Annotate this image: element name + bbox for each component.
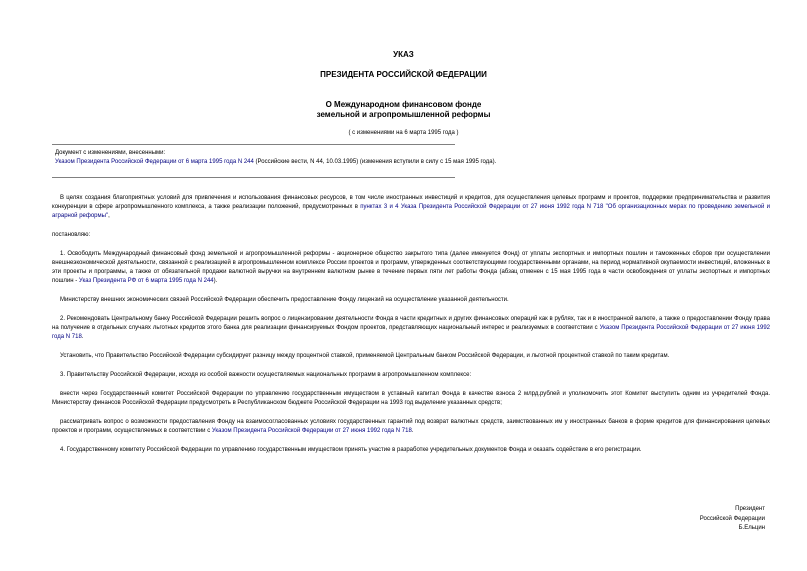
subject-line-1: О Международном финансовом фонде [325, 100, 482, 109]
signature-country: Российской Федерации [699, 515, 765, 522]
issuer-title: ПРЕЗИДЕНТА РОССИЙСКОЙ ФЕДЕРАЦИИ [320, 70, 487, 79]
paragraph-item-3: 3. Правительству Российской Федерации, исходя из особой важности осуществляемых национальных программ в агропромышленном комплексе: [60, 372, 472, 378]
signature-name: Б.Ельцин [738, 525, 765, 531]
amendment-decree-link[interactable]: Указом Президента Российской Федерации от 6 марта 1995 года N 244 [55, 159, 254, 165]
paragraph-subsidy: Установить, что Правительство Российской Федерации субсидирует разницу между процентной ставкой, применяемой Центральным банком Российской Федерации, и льготной процентной ставкой по таким кредитам. [60, 353, 670, 359]
paragraph-resolve: постановляю: [52, 232, 91, 238]
paragraph-item-2: 2. Рекомендовать Центральному банку Российской Федерации решить вопрос о лицензировании деятельности Фонда в части кредитных и других финансовых операций как в рублях, так и в иностранной валюте, а также о предоставлении Фонду права на получение в отдельных случаях льготных кредитов этого банка для реализации финансируемых Фондом проектов, представляющих национальный интерес и реализуемых в соответствии с Указом Президента Российской Федерации от 27 июня 1992 года N 718. [52, 316, 770, 340]
amendment-info [55, 149, 775, 167]
paragraph-guarantees: рассматривать вопрос о возможности предоставления Фонду на взаимосогласованных условиях государственных гарантий под возврат валютных средств, заимствованных им у иностранных банков в форме кредитов для финансирования целевых проектов и программ, осуществляемых в соответствии с Указом Президента Российской Федерации от 27 июня 1992 года N 718. [52, 419, 770, 434]
decree-718-link-2[interactable]: Указом Президента Российской Федерации от 27 июня 1992 года N 718 [211, 428, 412, 434]
paragraph-preamble: В целях создания благоприятных условий для привлечения и использования финансовых ресурсов, в том числе иностранных инвестиций и кредитов, для осуществления целевых программ и проектов, поддержки предпринимательства и развития конкуренции в сфере агропромышленного комплекса, а также реализации положений, предусмотренных в пунктах 3 и 4 Указа Президента Российской Федерации от 27 июня 1992 года N 718 "Об организационных мерах по проведению земельной и аграрной реформы", [52, 195, 770, 219]
amendment-lead: Документ с изменениями, внесенными: [55, 150, 166, 156]
signature-block [700, 505, 765, 534]
decree-244-link[interactable]: Указ Президента РФ от 6 марта 1995 года N 244 [78, 278, 214, 284]
subject-line-2: земельной и агропромышленной реформы [316, 110, 491, 119]
decree-718-link-1[interactable]: Указом Президента Российской Федерации от 27 июня 1992 года N 718 [52, 325, 770, 340]
decree-body [52, 194, 770, 465]
paragraph-licenses: Министерству внешних экономических связей Российской Федерации обеспечить предоставление Фонду лицензий на осуществление указанной деятельности. [60, 297, 509, 303]
amendment-source: (Российские вести, N 44, 10.03.1995) (изменения вступили в силу с 15 мая 1995 года). [253, 159, 497, 165]
amendment-note: ( с изменениями на 6 марта 1995 года ) [348, 130, 459, 136]
subject-title [0, 100, 807, 120]
paragraph-item-4: 4. Государственному комитету Российской Федерации по управлению государственным имуществом принять участие в разработке учредительных документов Фонда и оказать содействие в его регистрации. [60, 447, 642, 453]
paragraph-item-1: 1. Освободить Международный финансовый фонд земельной и агропромышленной реформы - акционерное общество закрытого типа (далее именуется Фонд) от уплаты экспортных и импортных пошлин и таможенных сборов при осуществлении внешнеэкономической деятельности, связанной с реализацией в агропромышленном комплексе России проектов и программ, утвержденных соответствующими государственными органами, на период нормативной окупаемости инвестиций, вложенных в эти проекты и программы, а также от обязательной продажи валютной выручки на внутреннем валютном рынке в течение первых пяти лет работы Фонда (абзац отменен с 15 мая 1995 года в части освобождения от уплаты экспортных и импортных пошлин - Указ Президента РФ от 6 марта 1995 года N 244). [52, 251, 770, 284]
doc-type-title: УКАЗ [393, 50, 414, 59]
decree-718-points-link[interactable]: пунктах 3 и 4 Указа Президента Российской Федерации от 27 июня 1992 года N 718 "Об организационных мерах по проведению земельной и аграрной реформы" [52, 204, 770, 219]
divider-top [52, 144, 455, 145]
paragraph-capital: внести через Государственный комитет Российской Федерации по управлению государственным имуществом в уставный капитал Фонда в качестве взноса 2 млрд.рублей и уполномочить этот Комитет выступить одним из учредителей Фонда. Министерству финансов Российской Федерации предусмотреть в Республиканском бюджете Российской Федерации на 1993 год выделение указанных средств; [52, 391, 770, 406]
divider-bottom [52, 177, 455, 178]
signature-title: Президент [735, 506, 765, 512]
